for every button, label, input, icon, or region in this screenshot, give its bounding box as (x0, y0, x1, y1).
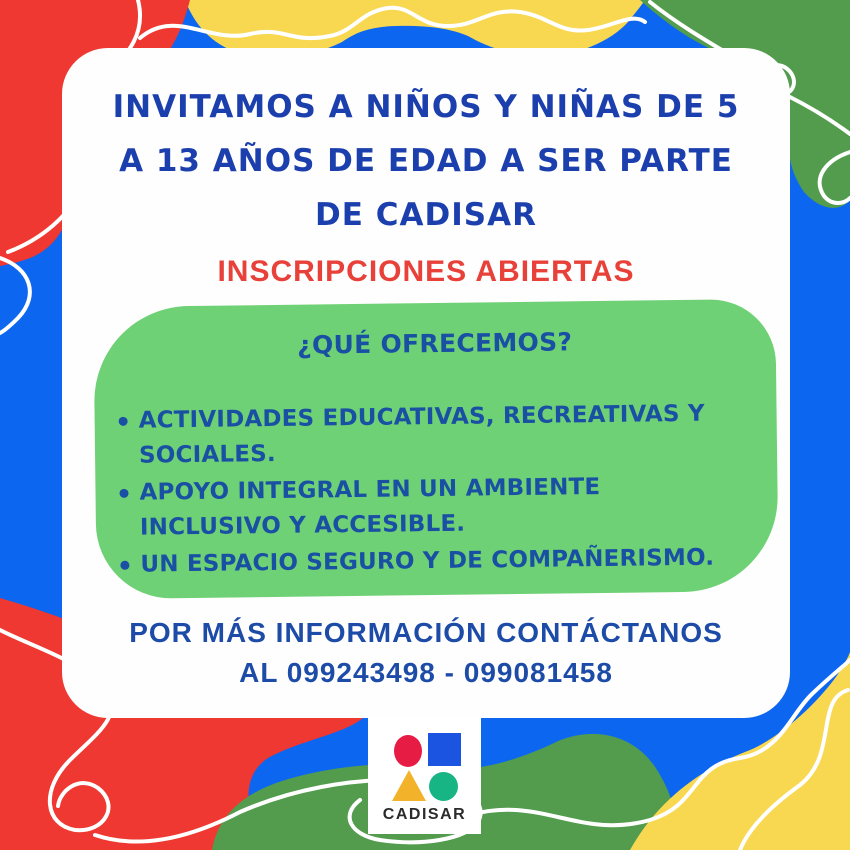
bullet-dot-icon (119, 417, 128, 426)
squiggle-line-left-edge (0, 258, 30, 333)
contact-info (82, 613, 770, 693)
list-item (119, 468, 770, 546)
logo-blue-square-icon (428, 733, 461, 766)
title-line-3: DE CADISAR (315, 197, 537, 233)
logo-yellow-triangle-icon (392, 770, 426, 801)
logo-green-circle-icon (429, 772, 458, 801)
poster-title (82, 80, 770, 242)
subtitle-inscriptions: INSCRIPCIONES ABIERTAS (217, 255, 635, 288)
title-line-2: A 13 AÑOS DE EDAD A SER PARTE (119, 143, 733, 179)
bullet-dot-icon (119, 489, 128, 498)
bullet-dot-icon (120, 561, 129, 570)
contact-line-1: POR MÁS INFORMACIÓN CONTÁCTANOS (129, 617, 723, 648)
bullet-text: APOYO INTEGRAL EN UN AMBIENTE INCLUSIVO Y ACCESIBLE. (139, 473, 601, 541)
offer-box (93, 299, 779, 599)
bullet-text: ACTIVIDADES EDUCATIVAS, RECREATIVAS Y SOCIALES. (138, 400, 705, 469)
content-card (62, 48, 790, 718)
logo-red-circle-icon (394, 735, 422, 767)
cadisar-logo (368, 718, 481, 834)
list-item (120, 540, 770, 583)
bullet-text: UN ESPACIO SEGURO Y DE COMPAÑERISMO. (140, 544, 715, 578)
logo-text: CADISAR (382, 806, 467, 823)
list-item (118, 396, 769, 474)
contact-line-2: AL 099243498 - 099081458 (239, 657, 613, 688)
offer-heading: ¿QUÉ OFRECEMOS? (297, 327, 573, 360)
offer-list (94, 354, 779, 583)
title-line-1: INVITAMOS A NIÑOS Y NIÑAS DE 5 (112, 89, 740, 125)
